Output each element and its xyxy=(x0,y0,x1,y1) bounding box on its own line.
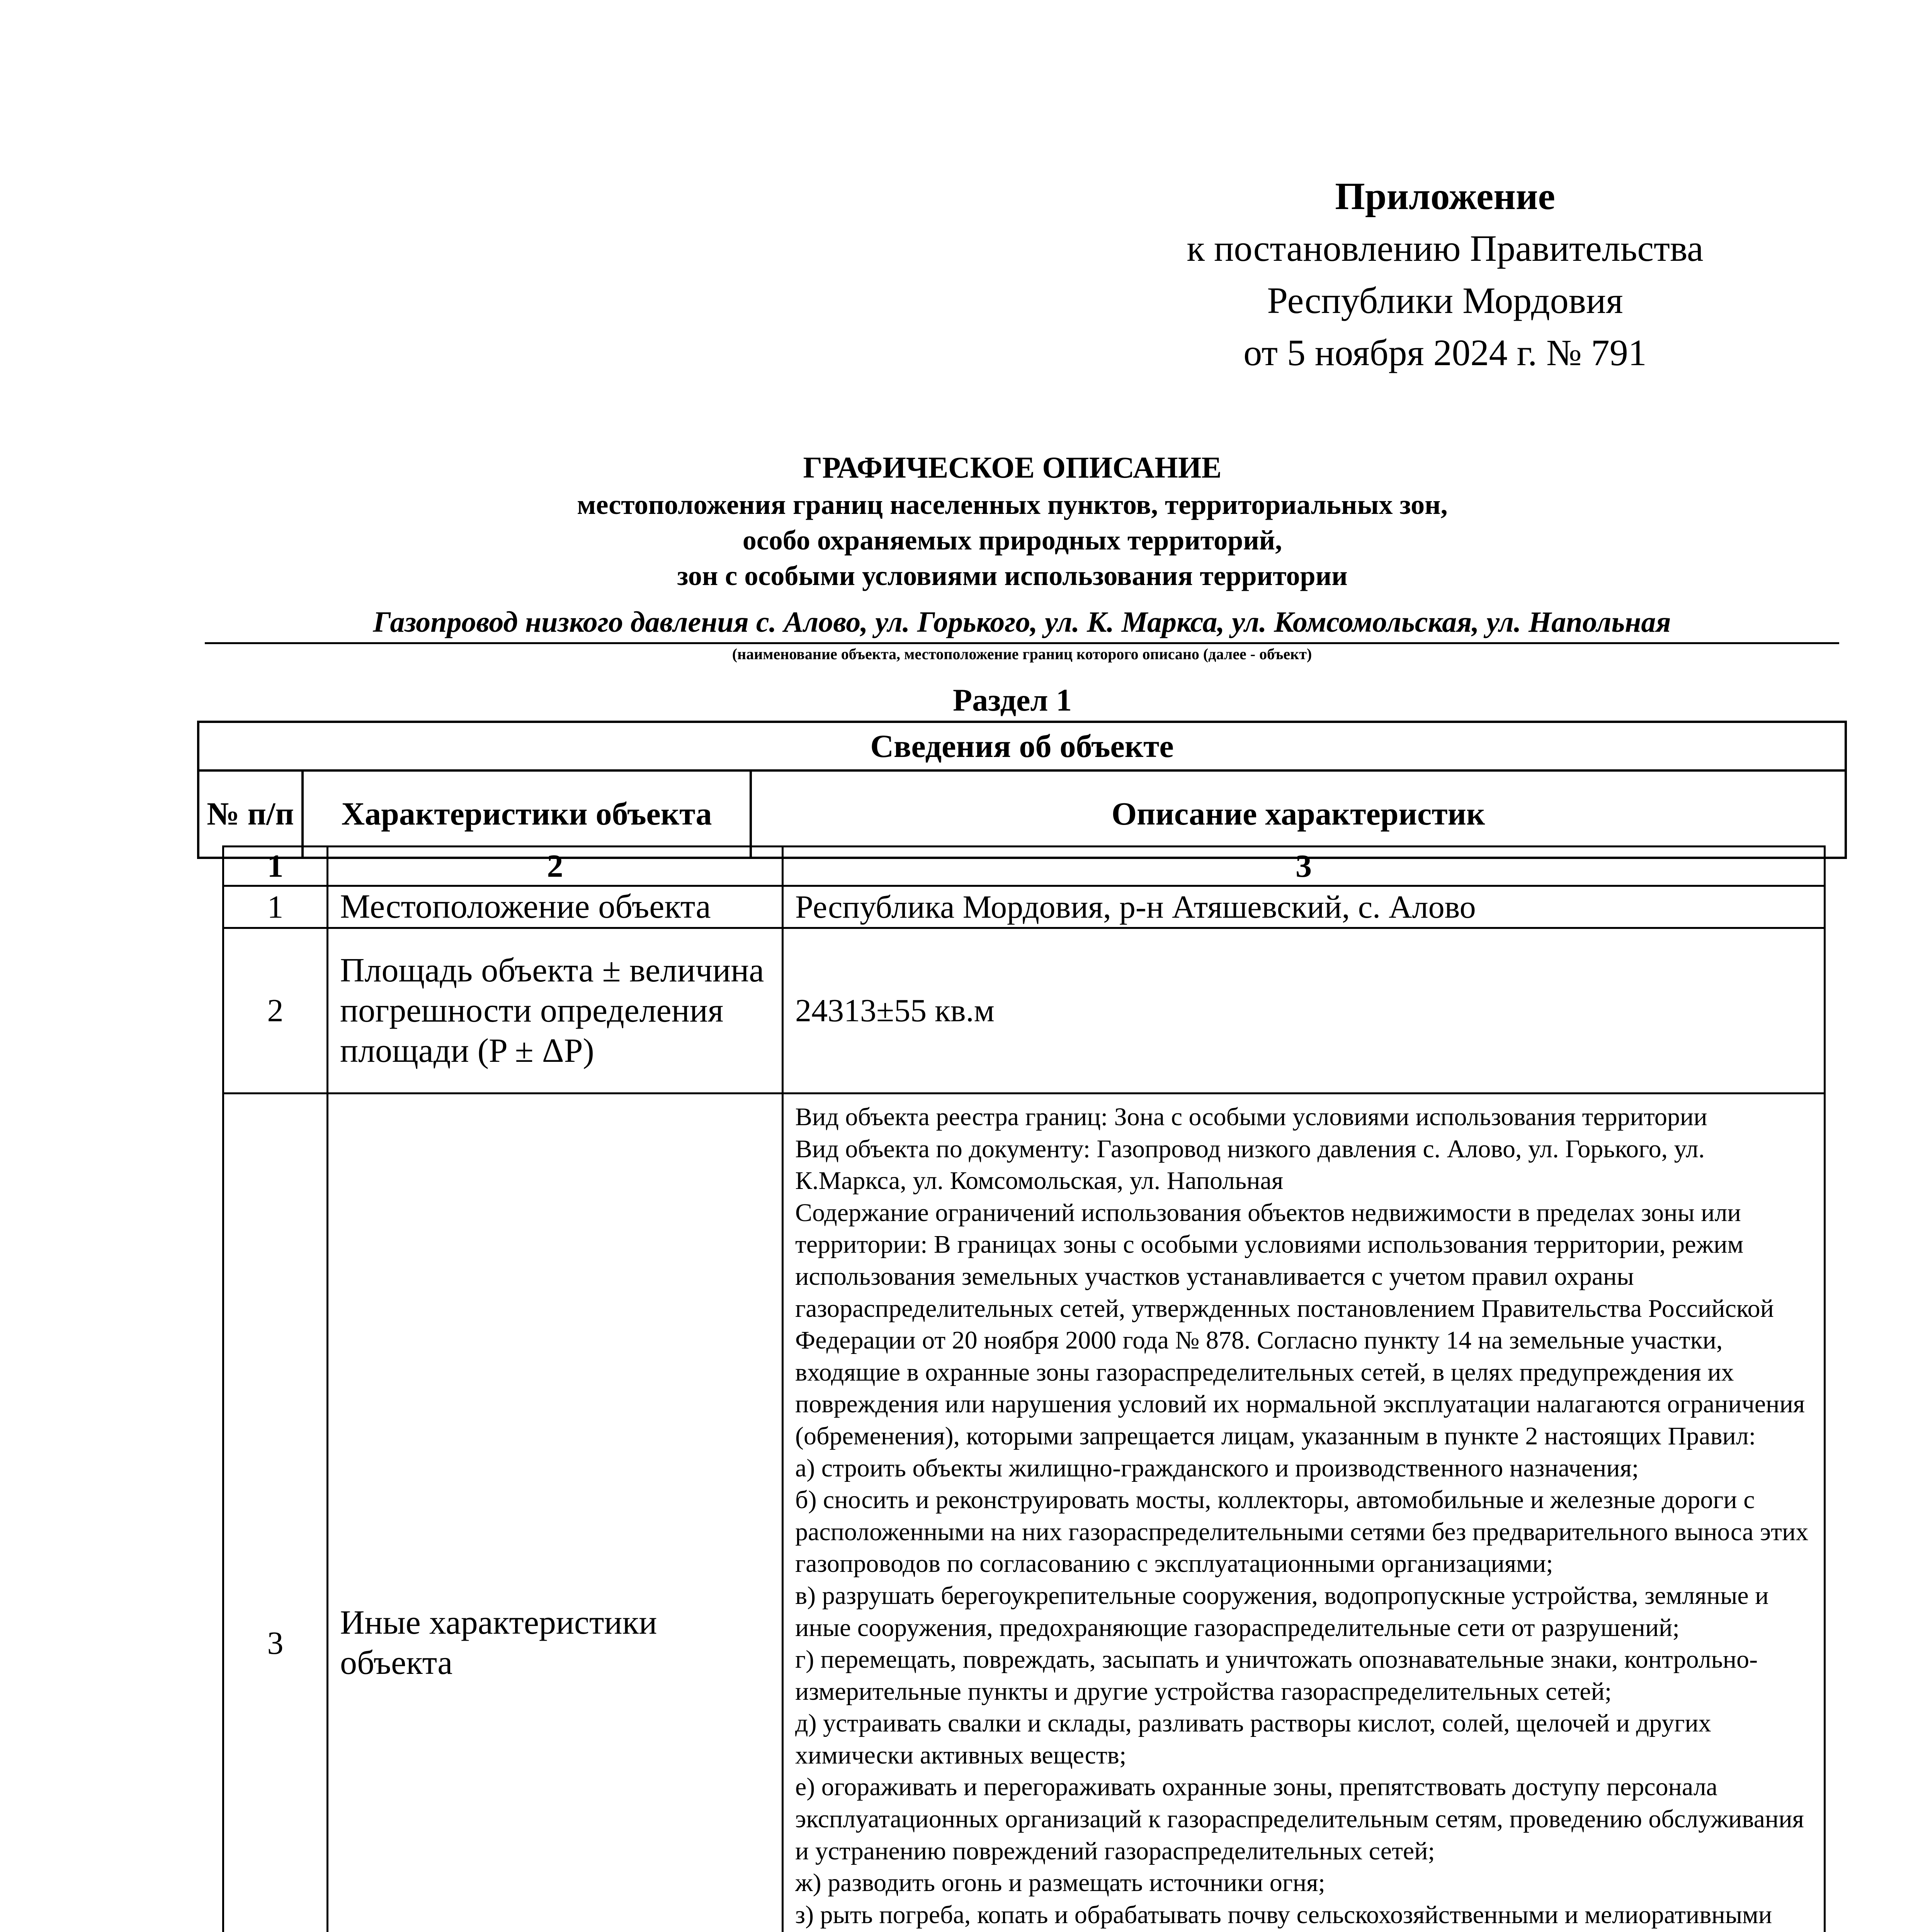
row-value: Республика Мордовия, р-н Атяшевский, с. Алово xyxy=(783,886,1825,928)
object-name: Газопровод низкого давления с. Алово, ул. Горького, ул. К. Маркса, ул. Комсомольская, ул. Напольная xyxy=(205,604,1839,644)
heading-line: зон с особыми условиями использования территории xyxy=(677,560,1348,591)
table-caption: Сведения об объекте xyxy=(198,722,1846,770)
restriction-item: ж) разводить огонь и размещать источники огня; xyxy=(795,1869,1325,1897)
column-number: 3 xyxy=(783,847,1825,886)
object-info-table xyxy=(222,845,1826,1932)
table-row xyxy=(223,928,1825,1094)
restriction-item: е) огораживать и перегораживать охранные зоны, препятствовать доступу персонала эксплуатационных организаций к газораспределительным сетям, проведению обслуживания и устранению повреждений газораспределительных сетей; xyxy=(795,1773,1804,1865)
row-characteristic: Иные характеристики объекта xyxy=(328,1094,783,1932)
heading-line: местоположения границ населенных пунктов, территориальных зон, xyxy=(577,489,1448,520)
restriction-item: з) рыть погреба, копать и обрабатывать почву сельскохозяйственными и мелиоративными xyxy=(795,1900,1772,1929)
document-heading xyxy=(193,448,1831,594)
appendix-line: к постановлению Правительства xyxy=(1187,228,1704,269)
appendix-date: от 5 ноября 2024 г. № 791 xyxy=(1243,332,1647,373)
column-number: 2 xyxy=(328,847,783,886)
document-title: ГРАФИЧЕСКОЕ ОПИСАНИЕ xyxy=(803,451,1222,484)
heading-line: особо охраняемых природных территорий, xyxy=(742,525,1282,556)
restriction-paragraph: Содержание ограничений использования объектов недвижимости в пределах зоны или территории: В границах зоны с особыми условиями использования территории, режим использования земельных участков устанавливается с учетом правил охраны газораспределительных сетей, утвержденных постановлением Правительства Российской Федерации от 20 ноября 2000 года № 878. Согласно пункту 14 на земельные участки, входящие в охранные зоны газораспределительных сетей, в целях предупреждения их повреждения или нарушения условий их нормальной эксплуатации налагаются ограничения (обременения), которыми запрещается лицам, указанным в пункте 2 настоящих Правил: xyxy=(795,1198,1805,1450)
row-characteristic: Площадь объекта ± величина погрешности определения площади (P ± ΔP) xyxy=(328,928,783,1094)
appendix-block xyxy=(1113,170,1777,379)
restriction-item: г) перемещать, повреждать, засыпать и уничтожать опознавательные знаки, контрольно-измерительные пункты и другие устройства газораспределительных сетей; xyxy=(795,1645,1758,1706)
row-number: 2 xyxy=(223,928,328,1094)
row-characteristic: Местоположение объекта xyxy=(328,886,783,928)
column-number: 1 xyxy=(223,847,328,886)
restriction-item: б) сносить и реконструировать мосты, коллекторы, автомобильные и железные дороги с расположенными на них газораспределительными сетями без предварительного выноса этих газопроводов по согласованию с эксплуатационными организациями; xyxy=(795,1486,1809,1578)
section-title: Раздел 1 xyxy=(953,682,1072,718)
table-row xyxy=(223,1094,1825,1932)
restriction-paragraph: Вид объекта реестра границ: Зона с особыми условиями использования территории xyxy=(795,1103,1707,1131)
header-description: Описание характеристик xyxy=(751,770,1846,858)
restriction-paragraph: Вид объекта по документу: Газопровод низкого давления с. Алово, ул. Горького, ул. К.Маркса, ул. Комсомольская, ул. Напольная xyxy=(795,1134,1705,1195)
object-info-header-table xyxy=(197,721,1847,859)
restriction-item: а) строить объекты жилищно-гражданского и производственного назначения; xyxy=(795,1454,1639,1482)
object-name-note: (наименование объекта, местоположение границ которого описано (далее - объект) xyxy=(732,645,1312,663)
table-row xyxy=(223,886,1825,928)
restriction-item: д) устраивать свалки и склады, разливать растворы кислот, солей, щелочей и других химически активных веществ; xyxy=(795,1709,1711,1769)
row-value-restrictions xyxy=(783,1094,1825,1932)
row-number: 1 xyxy=(223,886,328,928)
row-number: 3 xyxy=(223,1094,328,1932)
row-value: 24313±55 кв.м xyxy=(783,928,1825,1094)
restriction-item: в) разрушать берегоукрепительные сооружения, водопропускные устройства, земляные и иные сооружения, предохраняющие газораспределительные сети от разрушений; xyxy=(795,1581,1769,1642)
appendix-line: Республики Мордовия xyxy=(1267,280,1623,321)
header-characteristics: Характеристики объекта xyxy=(303,770,751,858)
appendix-title: Приложение xyxy=(1335,175,1555,218)
header-num: № п/п xyxy=(198,770,303,858)
column-number-row xyxy=(223,847,1825,886)
